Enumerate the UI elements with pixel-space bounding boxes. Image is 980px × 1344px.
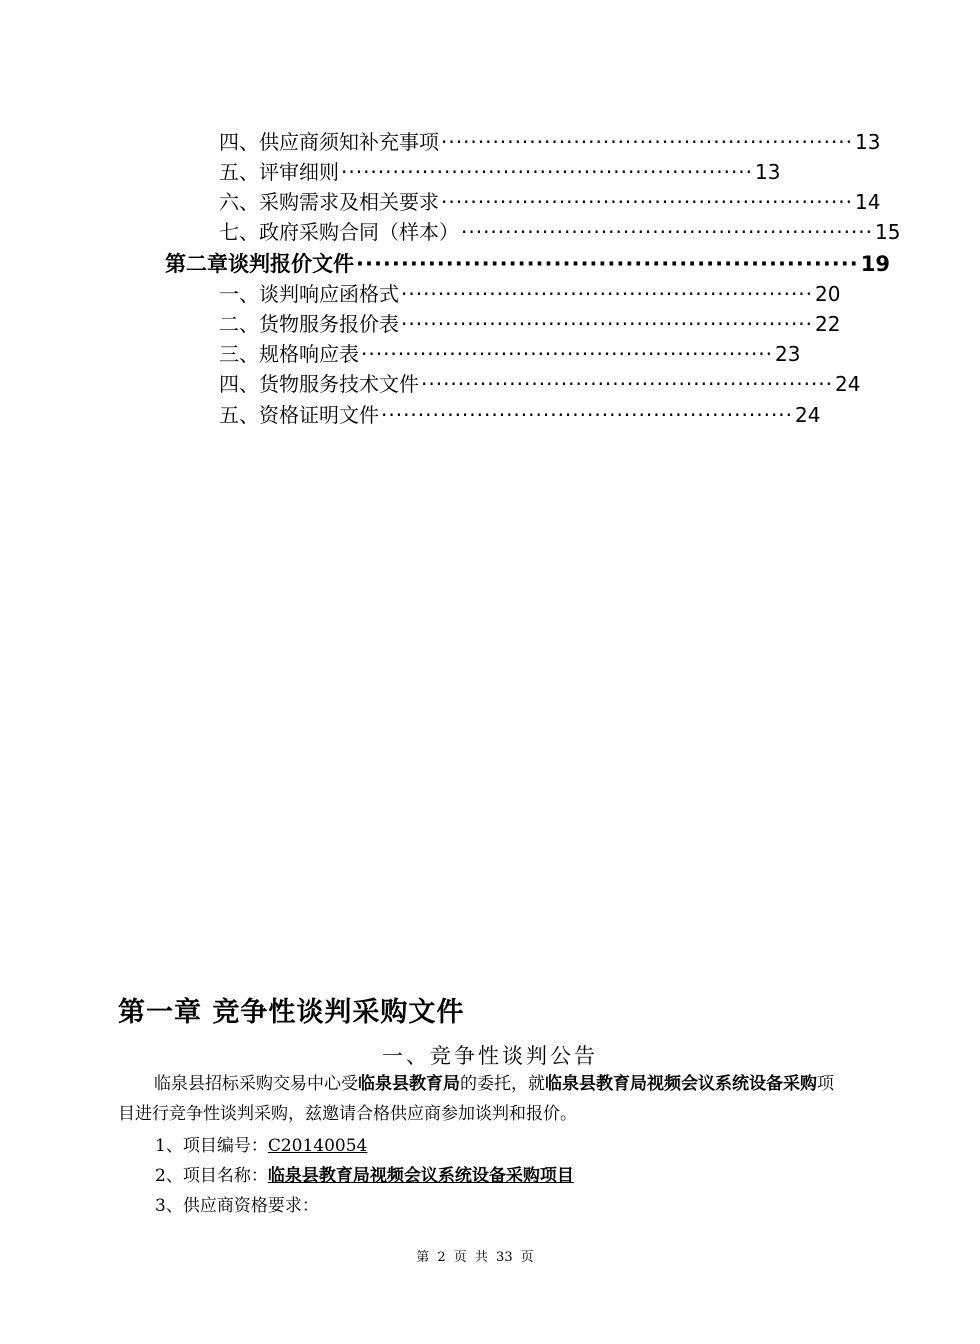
page-footer: 第 2 页 共 33 页: [416, 1250, 534, 1265]
intro-text: 临泉县招标采购交易中心受: [154, 1074, 358, 1094]
toc-entry[interactable]: [219, 282, 841, 306]
toc-leader-dots: ························································: [381, 403, 794, 427]
toc-chapter-title: 谈判报价文件: [228, 252, 354, 276]
toc-leader-dots: ························································: [401, 312, 814, 336]
intro-bold-agency: 临泉县教育局: [358, 1074, 460, 1094]
toc-entry-page: 24: [835, 372, 861, 396]
toc-chapter-entry[interactable]: [165, 252, 890, 276]
toc-entry-label: 七、政府采购合同（样本）: [219, 220, 459, 244]
toc-entry-page: 13: [855, 130, 881, 154]
toc-leader-dots: ························································: [441, 130, 854, 154]
project-number-line: [155, 1131, 367, 1161]
toc-leader-dots: ························································: [421, 372, 834, 396]
toc-entry-page: 23: [775, 342, 801, 366]
toc-leader-dots: ························································: [341, 160, 754, 184]
project-name-value: 临泉县教育局视频会议系统设备采购项目: [267, 1166, 574, 1186]
toc-entry-page: 22: [815, 312, 841, 336]
toc-entry-label: 三、规格响应表: [219, 342, 359, 366]
toc-entry-label: 五、资格证明文件: [219, 403, 379, 427]
toc-entry[interactable]: [219, 190, 881, 214]
toc-entry[interactable]: [219, 160, 781, 184]
toc-entry[interactable]: [219, 403, 821, 427]
item-label: 2、项目名称：: [155, 1166, 268, 1186]
toc-entry-page: 20: [815, 282, 841, 306]
intro-text: 项目进行竞争性谈判采购，兹邀请合格供应商参加谈判和报价。: [118, 1074, 834, 1124]
toc-entry[interactable]: [219, 372, 861, 396]
toc-entry-page: 15: [875, 220, 901, 244]
project-number-value: C20140054: [267, 1136, 368, 1156]
toc-entry[interactable]: [219, 342, 801, 366]
supplier-qualification-line: [155, 1191, 319, 1221]
toc-entry-label: 四、货物服务技术文件: [219, 372, 419, 396]
toc-chapter-label: 第二章: [165, 252, 228, 276]
project-name-line: [155, 1161, 574, 1191]
toc-leader-dots: ························································: [356, 252, 859, 276]
toc-entry-page: 14: [855, 190, 881, 214]
toc-entry[interactable]: [219, 220, 901, 244]
intro-paragraph: [118, 1069, 834, 1129]
toc-entry[interactable]: [219, 312, 841, 336]
toc-leader-dots: ························································: [461, 220, 874, 244]
chapter-title: 第一章 竞争性谈判采购文件: [118, 997, 465, 1028]
item-label: 1、项目编号：: [155, 1136, 268, 1156]
intro-bold-project: 临泉县教育局视频会议系统设备采购: [545, 1074, 817, 1094]
toc-entry-label: 二、货物服务报价表: [219, 312, 399, 336]
section-title: 一、竞争性谈判公告: [382, 1044, 598, 1068]
toc-entry[interactable]: [219, 130, 881, 154]
toc-leader-dots: ························································: [361, 342, 774, 366]
toc-chapter-page: 19: [860, 252, 890, 276]
toc-leader-dots: ························································: [441, 190, 854, 214]
intro-text: 的委托，就: [460, 1074, 545, 1094]
item-label: 3、供应商资格要求：: [155, 1196, 319, 1216]
toc-entry-label: 六、采购需求及相关要求: [219, 190, 439, 214]
toc-entry-label: 五、评审细则: [219, 160, 339, 184]
toc-entry-label: 一、谈判响应函格式: [219, 282, 399, 306]
toc-leader-dots: ························································: [401, 282, 814, 306]
toc-entry-page: 13: [755, 160, 781, 184]
toc-entry-page: 24: [795, 403, 821, 427]
toc-entry-label: 四、供应商须知补充事项: [219, 130, 439, 154]
